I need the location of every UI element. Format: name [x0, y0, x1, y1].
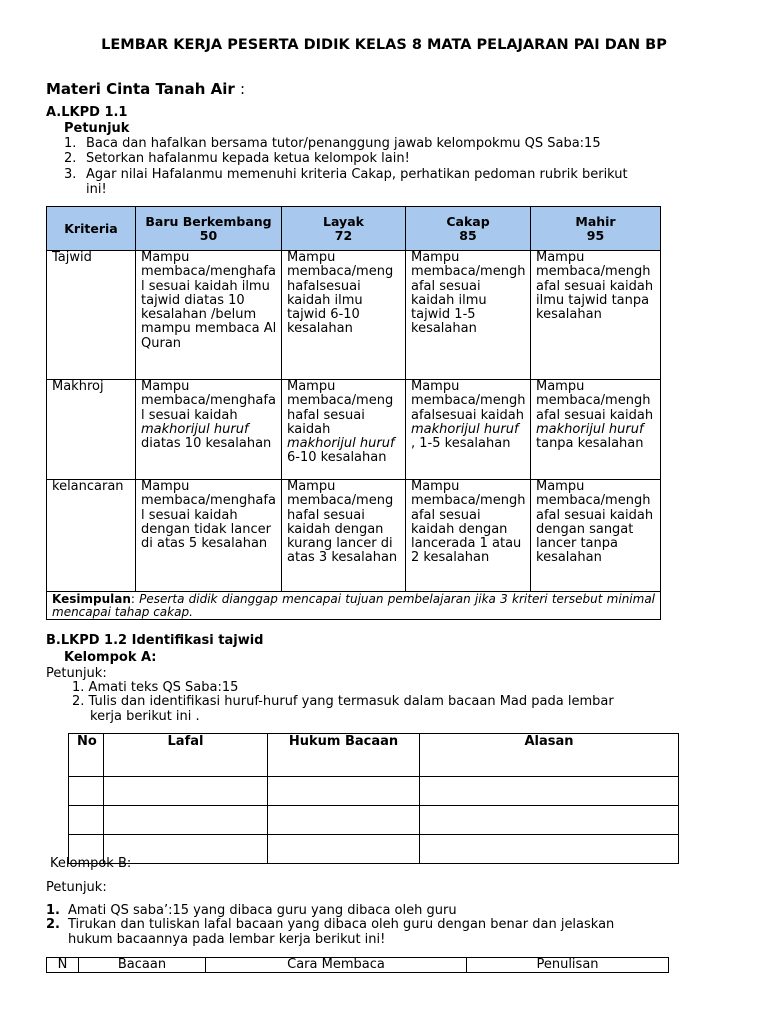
rubric-cell: Mampu membaca/menghafal sesuai kaidah ilmu tajwid diatas 10 kesalahan /belum mampu membaca Al Quran — [136, 251, 282, 380]
header-cara-membaca: Cara Membaca — [206, 958, 467, 973]
table-cell[interactable] — [268, 835, 420, 864]
page-title: LEMBAR KERJA PESERTA DIDIK KELAS 8 MATA PELAJARAN PAI DAN BP — [101, 37, 667, 53]
rubric-cell: Mampu membaca/menghafalsesuai kaidah ilmu tajwid 6-10 kesalahan — [282, 251, 406, 380]
header-penulisan: Penulisan — [467, 958, 669, 973]
group-b-item-2 — [46, 917, 614, 932]
item-text: Tulis dan identifikasi huruf-huruf yang termasuk dalam bacaan Mad pada lembar — [88, 694, 614, 709]
group-b-petunjuk: Petunjuk: — [46, 880, 107, 895]
materi-heading — [46, 80, 245, 98]
reading-table — [46, 957, 669, 973]
rubric-header-kriteria: Kriteria — [47, 207, 136, 251]
rubric-table — [46, 206, 661, 620]
rubric-cell: Mampu membaca/menghafal sesuai kaidah dengan kurang lancer di atas 3 kesalahan — [282, 480, 406, 592]
rubric-criterion: kelancaran — [47, 480, 136, 592]
rubric-row-kelancaran — [47, 480, 661, 592]
section-a-item-3-cont: ini! — [86, 182, 107, 197]
item-text: Baca dan hafalkan bersama tutor/penanggung jawab kelompokmu QS Saba:15 — [86, 136, 601, 151]
materi-label: Materi Cinta Tanah Air — [46, 80, 235, 98]
table-row — [69, 806, 679, 835]
rubric-cell: Mampu membaca/menghafal sesuai kaidah makhorijul huruf tanpa kesalahan — [531, 380, 661, 480]
section-a-petunjuk: Petunjuk — [64, 121, 130, 136]
section-a-heading: A.LKPD 1.1 — [46, 105, 128, 120]
table-cell[interactable] — [420, 835, 679, 864]
item-number: 2. — [72, 694, 85, 709]
table-cell[interactable] — [268, 806, 420, 835]
section-b-item-1 — [72, 680, 238, 695]
rubric-header-layak: Layak 72 — [282, 207, 406, 251]
table-cell[interactable] — [69, 806, 104, 835]
section-b-item-2 — [72, 694, 614, 709]
section-a-item-1 — [64, 136, 601, 151]
section-a-item-3 — [64, 167, 628, 182]
item-number: 2. — [64, 151, 77, 166]
table-row — [69, 777, 679, 806]
item-text: Setorkan hafalanmu kepada ketua kelompok lain! — [86, 151, 410, 166]
item-text: Agar nilai Hafalanmu memenuhi kriteria Cakap, perhatikan pedoman rubrik berikut — [86, 167, 628, 182]
header-alasan: Alasan — [420, 734, 679, 777]
header-bacaan: Bacaan — [79, 958, 206, 973]
header-n: N — [47, 958, 79, 973]
header-no: No — [69, 734, 104, 777]
item-number: 1. — [64, 136, 77, 151]
rubric-row-makhroj — [47, 380, 661, 480]
identification-header-row — [69, 734, 679, 777]
rubric-cell: Mampu membaca/menghafal sesuai kaidah ilmu tajwid tanpa kesalahan — [531, 251, 661, 380]
section-b-petunjuk: Petunjuk: — [46, 666, 107, 681]
item-text: Amati teks QS Saba:15 — [88, 680, 239, 695]
rubric-cell: Mampu membaca/menghafal sesuai kaidah ilmu tajwid 1-5 kesalahan — [406, 251, 531, 380]
group-b-item-2-cont: hukum bacaannya pada lembar kerja berikut ini! — [68, 932, 386, 947]
group-a-label: Kelompok A: — [64, 650, 157, 665]
rubric-cell: Mampu membaca/menghafal sesuai kaidah dengan sangat lancer tanpa kesalahan — [531, 480, 661, 592]
materi-colon: : — [240, 80, 246, 98]
header-hukum: Hukum Bacaan — [268, 734, 420, 777]
table-cell[interactable] — [69, 777, 104, 806]
item-number: 1. — [72, 680, 85, 695]
item-number: 1. — [46, 903, 60, 918]
table-cell[interactable] — [420, 777, 679, 806]
header-lafal: Lafal — [104, 734, 268, 777]
table-cell[interactable] — [420, 806, 679, 835]
rubric-criterion: Tajwid — [47, 251, 136, 380]
table-cell[interactable] — [268, 777, 420, 806]
rubric-cell: Mampu membaca/menghafal sesuai kaidah makhorijul huruf 6-10 kesalahan — [282, 380, 406, 480]
rubric-conclusion: Kesimpulan: Peserta didik dianggap mencapai tujuan pembelajaran jika 3 kriteri tersebut minimal mencapai tahap cakap. — [47, 592, 661, 620]
rubric-row-tajwid — [47, 251, 661, 380]
rubric-conclusion-row — [47, 592, 661, 620]
group-b-label: Kelompok B: — [50, 856, 132, 871]
rubric-header-baru: Baru Berkembang 50 — [136, 207, 282, 251]
rubric-cell: Mampu membaca/menghafalsesuai kaidah makhorijul huruf , 1-5 kesalahan — [406, 380, 531, 480]
rubric-header-row — [47, 207, 661, 251]
table-cell[interactable] — [104, 777, 268, 806]
rubric-header-mahir: Mahir 95 — [531, 207, 661, 251]
item-number: 2. — [46, 917, 60, 932]
table-row — [69, 835, 679, 864]
rubric-cell: Mampu membaca/menghafal sesuai kaidah dengan tidak lancer di atas 5 kesalahan — [136, 480, 282, 592]
rubric-cell: Mampu membaca/menghafal sesuai kaidah makhorijul huruf diatas 10 kesalahan — [136, 380, 282, 480]
section-a-item-2 — [64, 151, 410, 166]
group-b-item-1 — [46, 903, 457, 918]
identification-table — [68, 733, 679, 864]
item-number: 3. — [64, 167, 77, 182]
rubric-cell: Mampu membaca/menghafal sesuai kaidah dengan lancerada 1 atau 2 kesalahan — [406, 480, 531, 592]
rubric-header-cakap: Cakap 85 — [406, 207, 531, 251]
table-cell[interactable] — [104, 806, 268, 835]
reading-header-row — [47, 958, 669, 973]
rubric-criterion: Makhroj — [47, 380, 136, 480]
section-b-heading: B.LKPD 1.2 Identifikasi tajwid — [46, 633, 264, 648]
item-text: Amati QS saba’:15 yang dibaca guru yang dibaca oleh guru — [68, 903, 457, 918]
section-b-item-2-cont: kerja berikut ini . — [90, 709, 200, 724]
item-text: Tirukan dan tuliskan lafal bacaan yang dibaca oleh guru dengan benar dan jelaskan — [68, 917, 615, 932]
